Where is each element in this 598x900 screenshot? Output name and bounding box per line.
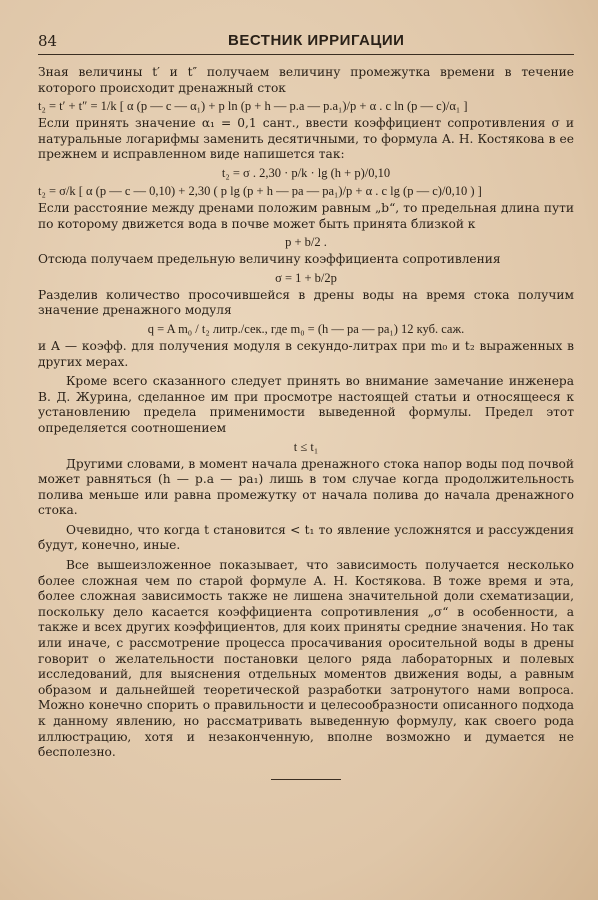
paragraph-6: и А — коэфф. для получения модуля в секундо-литрах при m₀ и t₂ выраженных в других мерах. xyxy=(38,338,574,369)
paragraph-9: Очевидно, что когда t становится < t₁ то явление усложнятся и рассуждения будут, конечно, иные. xyxy=(38,522,574,553)
equation-2: t₂ = σ . 2,30 · p/k · lg (h + p)/0,10 xyxy=(221,165,391,180)
paragraph-8: Другими словами, в момент начала дренажного стока напор воды под почвой может равняться (h — p.a — pa₁) лишь в том случае когда продолжительность полива меньше или равна промежутку от начала полива до начала дренажного стока. xyxy=(38,456,574,518)
paragraph-4: Отсюда получаем предельную величину коэффициента сопротивления xyxy=(38,252,501,267)
equation-7: t ≤ t₁ xyxy=(293,439,319,454)
paragraph-7: Кроме всего сказанного следует принять во внимание замечание инженера В. Д. Журина, сделанное им при просмотре настоящей статьи и относящееся к установлению предела применимости выведенной формулы. Предел этот определяется соотношением xyxy=(38,374,574,435)
equation-3: t₂ = σ/k [ α (p — c — 0,10) + 2,30 ( p lg (p + h — pa — pa₁)/p + α . c lg (p — c)/0,10 ) ] xyxy=(38,183,482,198)
paragraph-10: Все вышеизложенное показывает, что зависимость получается несколько более сложная чем по старой формуле А. Н. Костякова. В тоже время и эта, более сложная зависимость также не лишена значительной доли схематизации, поскольку дело касается коэффициента сопротивления „σ“ в особенности, а также и всех других коэффициентов, для коих приняты средние значения. Но так или иначе, с рассмотрение процесса просачивания оросительной воды в дрены говорит о желательности постановки целого ряда лабораторных и полевых исследований, для выяснения отдельных моментов движения воды, а равным образом и дальнейшей теоретической разработки затронутого нами вопроса. Можно конечно спорить о правильности и целесообразности описанного подхода к данному явлению, но рассматривать выведенную формулу, как своего рода иллюстрацию, хотя и незаконченную, вполне возможно и думается не бесполезно. xyxy=(38,558,574,760)
page-number: 84 xyxy=(38,32,58,50)
page-header xyxy=(38,28,574,55)
paragraph-5: Разделив количество просочившейся в дрены воды на время стока получим значение дренажного модуля xyxy=(38,287,574,318)
paragraph-3: Если расстояние между дренами положим равным „b“, то предельная длина пути по которому движется вода в почве может быть принята близкой к xyxy=(38,200,574,231)
paragraph-2: Если принять значение α₁ = 0,1 сант., ввести коэффициент сопротивления σ и натуральные логарифмы заменить десятичными, то формула А. Н. Костякова в ее прежнем и исправленном виде напишется так: xyxy=(38,116,574,162)
journal-title: ВЕСТНИК ИРРИГАЦИИ xyxy=(228,32,405,49)
equation-5: σ = 1 + b/2p xyxy=(275,270,337,285)
paragraph-1: Зная величины t′ и t″ получаем величину промежутка времени в течение которого происходит дренажный сток xyxy=(38,65,574,95)
equation-1: t₂ = t′ + t″ = 1/k [ α (p — c — α₁) + p ln (p + h — p.a — p.a₁)/p + α . c ln (p — c)/α₁ ] xyxy=(38,99,468,114)
end-rule xyxy=(271,779,341,780)
equation-4: p + b/2 . xyxy=(285,235,327,250)
equation-6: q = A m₀ / t₂ литр./сек., где m₀ = (h — pa — pa₁) 12 куб. саж. xyxy=(147,321,465,336)
